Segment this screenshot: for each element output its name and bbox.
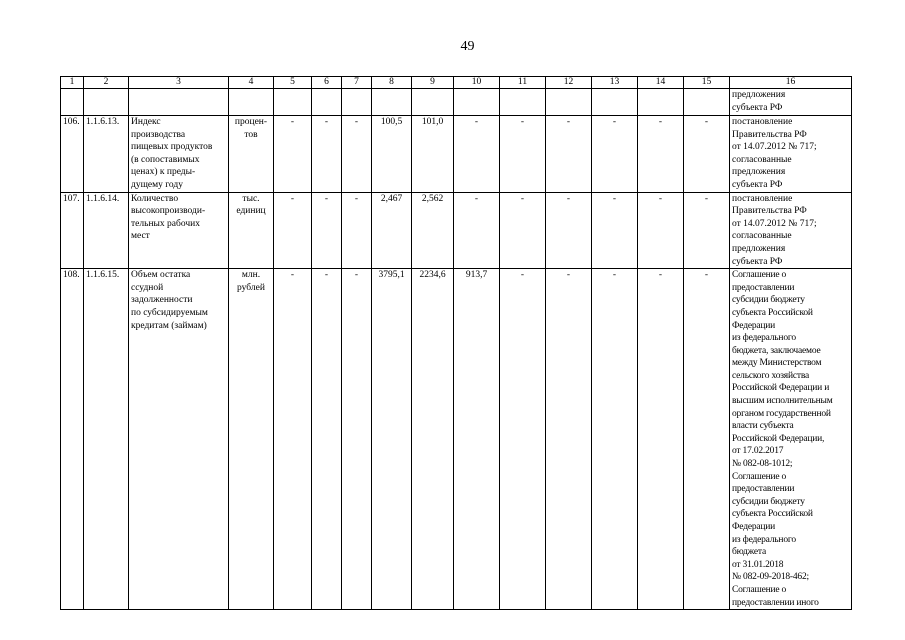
value-cell: - (500, 269, 546, 610)
table-row (61, 116, 852, 193)
column-header: 6 (312, 77, 342, 89)
value-cell: - (500, 116, 546, 193)
column-header: 10 (454, 77, 500, 89)
column-header: 14 (638, 77, 684, 89)
column-header: 11 (500, 77, 546, 89)
value-cell: - (312, 192, 342, 269)
row-number: 106. (61, 116, 84, 193)
value-cell: - (274, 192, 312, 269)
value-cell: - (592, 192, 638, 269)
column-header: 8 (372, 77, 412, 89)
value-cell: - (546, 192, 592, 269)
value-cell: - (684, 192, 730, 269)
column-number-row (61, 77, 852, 89)
row-code: 1.1.6.15. (84, 269, 129, 610)
column-header: 4 (229, 77, 274, 89)
value-cell: - (312, 116, 342, 193)
value-cell: - (638, 116, 684, 193)
column-header: 7 (342, 77, 372, 89)
value-cell: 913,7 (454, 269, 500, 610)
value-cell: 3795,1 (372, 269, 412, 610)
value-cell: - (342, 192, 372, 269)
value-cell: - (500, 192, 546, 269)
value-cell: - (342, 116, 372, 193)
column-header: 1 (61, 77, 84, 89)
column-header: 12 (546, 77, 592, 89)
value-cell: - (454, 116, 500, 193)
value-cell: - (312, 269, 342, 610)
value-cell: - (274, 116, 312, 193)
table-row (61, 269, 852, 610)
row-number: 107. (61, 192, 84, 269)
value-cell: - (684, 269, 730, 610)
value-cell: - (638, 269, 684, 610)
value-cell: - (592, 269, 638, 610)
indicator-name: Количество высокопроизводи- тельных рабочих мест (129, 192, 229, 269)
indicator-name: Индекс производства пищевых продуктов (в сопоставимых ценах) к преды- дущему году (129, 116, 229, 193)
value-cell: - (638, 192, 684, 269)
table-row (61, 192, 852, 269)
value-cell: 101,0 (412, 116, 454, 193)
source-cell: предложения субъекта РФ (730, 89, 852, 116)
row-code: 1.1.6.14. (84, 192, 129, 269)
continuation-row (61, 89, 852, 116)
unit-cell: млн. рублей (229, 269, 274, 610)
value-cell: 100,5 (372, 116, 412, 193)
unit-cell: процен- тов (229, 116, 274, 193)
column-header: 2 (84, 77, 129, 89)
row-code: 1.1.6.13. (84, 116, 129, 193)
source-cell: Соглашение о предоставлении субсидии бюджету субъекта Российской Федерации из федерального бюджета, заключаемое между Министерством сельского хозяйства Российской Федерации и высшим исполнительным органом государственной власти субъекта Российской Федерации, от 17.02.2017 № 082-08-1012; Соглашение о предоставлении субсидии бюджету субъекта Российской Федерации из федерального бюджета от 31.01.2018 № 082-09-2018-462; Соглашение о предоставлении иного (730, 269, 852, 610)
row-number: 108. (61, 269, 84, 610)
page-number: 49 (460, 39, 475, 54)
value-cell: 2,562 (412, 192, 454, 269)
value-cell: - (546, 116, 592, 193)
indicator-name: Объем остатка ссудной задолженности по субсидируемым кредитам (займам) (129, 269, 229, 610)
column-header: 9 (412, 77, 454, 89)
value-cell: 2234,6 (412, 269, 454, 610)
column-header: 5 (274, 77, 312, 89)
value-cell: - (454, 192, 500, 269)
unit-cell: тыс. единиц (229, 192, 274, 269)
column-header: 13 (592, 77, 638, 89)
value-cell: - (546, 269, 592, 610)
value-cell: - (274, 269, 312, 610)
source-cell: постановление Правительства РФ от 14.07.2012 № 717; согласованные предложения субъекта РФ (730, 192, 852, 269)
value-cell: - (684, 116, 730, 193)
column-header: 15 (684, 77, 730, 89)
value-cell: - (342, 269, 372, 610)
column-header: 3 (129, 77, 229, 89)
value-cell: - (592, 116, 638, 193)
column-header: 16 (730, 77, 852, 89)
indicator-table (60, 76, 852, 610)
source-cell: постановление Правительства РФ от 14.07.2012 № 717; согласованные предложения субъекта РФ (730, 116, 852, 193)
value-cell: 2,467 (372, 192, 412, 269)
